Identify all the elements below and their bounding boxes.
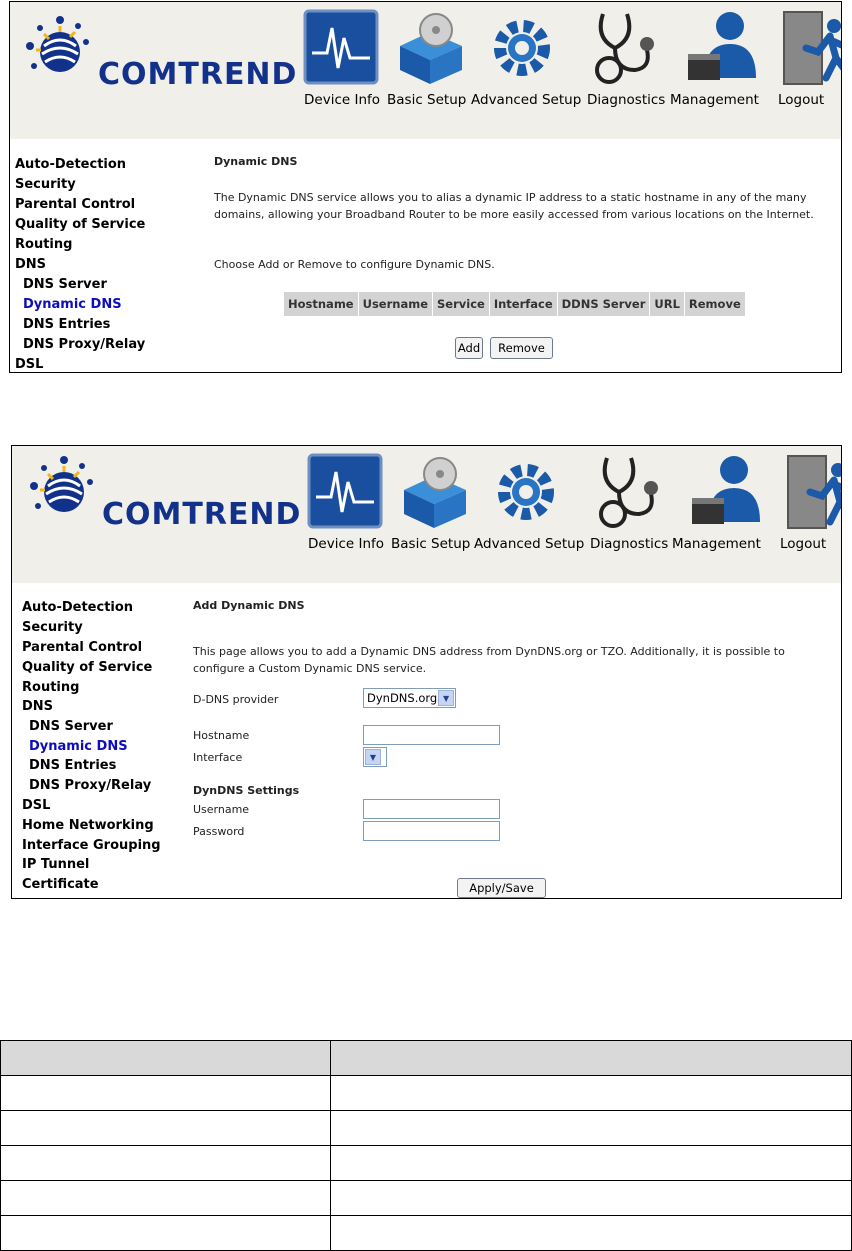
diagnostics-icon[interactable] — [589, 452, 667, 532]
logo-emblem-icon — [20, 12, 100, 87]
sidebar-item-certificate[interactable]: Certificate — [22, 877, 99, 892]
table-header-cell — [331, 1041, 852, 1076]
sidebar-item-auto-detection[interactable]: Auto-Detection — [15, 157, 127, 172]
col-username: Username — [358, 292, 432, 317]
sidebar-item-dsl[interactable]: DSL — [15, 357, 44, 372]
page-instruction: Choose Add or Remove to configure Dynamic DNS. — [214, 258, 495, 271]
nav-management[interactable]: Management — [672, 536, 761, 552]
interface-label: Interface — [193, 751, 243, 764]
main-content — [172, 583, 841, 898]
sidebar-menu — [12, 583, 172, 898]
table-cell — [331, 1216, 852, 1251]
basic-setup-icon[interactable] — [396, 452, 474, 532]
nav-device-info[interactable]: Device Info — [304, 92, 381, 108]
username-input[interactable] — [363, 799, 500, 819]
management-icon[interactable] — [688, 452, 766, 532]
brand-name: COMTREND — [102, 497, 302, 532]
table-header-cell — [1, 1041, 331, 1076]
device-info-icon[interactable] — [302, 8, 380, 88]
sidebar-item-dsl[interactable]: DSL — [22, 798, 51, 813]
col-url: URL — [650, 292, 685, 317]
hostname-label: Hostname — [193, 729, 250, 742]
col-remove: Remove — [684, 292, 745, 317]
table-cell — [331, 1146, 852, 1181]
password-label: Password — [193, 825, 245, 838]
table-cell — [1, 1181, 331, 1216]
apply-save-button[interactable]: Apply/Save — [457, 878, 546, 898]
nav-labels — [12, 536, 841, 558]
top-header — [10, 2, 841, 139]
provider-select[interactable] — [363, 688, 456, 708]
table-cell — [331, 1076, 852, 1111]
table-header-row — [284, 292, 746, 317]
table-cell — [1, 1076, 331, 1111]
table-header-row — [1, 1041, 852, 1076]
page-description: The Dynamic DNS service allows you to alias a dynamic IP address to a static hostname in any of the many domains, allowing your Broadband Router to be more easily accessed from various locations on the Internet. — [214, 191, 814, 221]
remove-button[interactable]: Remove — [490, 337, 553, 359]
col-service: Service — [433, 292, 490, 317]
comtrend-logo — [24, 452, 302, 532]
logo-emblem-icon — [24, 452, 104, 527]
provider-label: D-DNS provider — [193, 693, 279, 706]
table-row — [1, 1111, 852, 1146]
nav-basic-setup[interactable]: Basic Setup — [387, 92, 467, 108]
nav-advanced-setup[interactable]: Advanced Setup — [471, 92, 582, 108]
hostname-input[interactable] — [363, 725, 500, 745]
advanced-setup-icon[interactable] — [486, 8, 564, 88]
nav-management[interactable]: Management — [670, 92, 759, 108]
sidebar-item-dns-proxy-relay[interactable]: DNS Proxy/Relay — [23, 337, 146, 352]
chevron-down-icon: ▼ — [365, 749, 381, 765]
sidebar-item-quality-of-service[interactable]: Quality of Service — [22, 660, 153, 675]
password-input[interactable] — [363, 821, 500, 841]
table-cell — [331, 1111, 852, 1146]
sidebar-item-parental-control[interactable]: Parental Control — [15, 197, 136, 212]
sidebar-item-routing[interactable]: Routing — [15, 237, 73, 252]
management-icon[interactable] — [684, 8, 762, 88]
nav-diagnostics[interactable]: Diagnostics — [587, 92, 666, 108]
brand-name: COMTREND — [98, 57, 298, 92]
document-table — [0, 1040, 852, 1251]
add-button[interactable]: Add — [455, 337, 483, 359]
col-interface: Interface — [489, 292, 557, 317]
table-cell — [1, 1111, 331, 1146]
chevron-down-icon: ▼ — [438, 690, 454, 706]
logout-icon[interactable] — [778, 8, 842, 88]
screenshot-dynamic-dns — [9, 1, 842, 373]
interface-select[interactable] — [363, 747, 387, 767]
main-content — [165, 139, 841, 372]
dyndns-settings-title: DynDNS Settings — [193, 784, 300, 797]
sidebar-item-security[interactable]: Security — [22, 620, 83, 635]
nav-basic-setup[interactable]: Basic Setup — [391, 536, 471, 552]
screenshot-add-dynamic-dns — [11, 445, 842, 899]
table-cell — [1, 1146, 331, 1181]
nav-logout[interactable]: Logout — [780, 536, 827, 552]
table-cell — [331, 1181, 852, 1216]
nav-device-info[interactable]: Device Info — [308, 536, 385, 552]
col-ddns-server: DDNS Server — [557, 292, 650, 317]
diagnostics-icon[interactable] — [585, 8, 663, 88]
nav-advanced-setup[interactable]: Advanced Setup — [474, 536, 585, 552]
col-hostname: Hostname — [284, 292, 359, 317]
sidebar-item-parental-control[interactable]: Parental Control — [22, 640, 143, 655]
username-label: Username — [193, 803, 250, 816]
table-row — [1, 1181, 852, 1216]
nav-icon-bar — [304, 450, 841, 542]
provider-value: DynDNS.org — [367, 691, 438, 705]
nav-labels — [10, 92, 841, 114]
sidebar-item-dns-entries[interactable]: DNS Entries — [29, 758, 117, 773]
table-row — [1, 1216, 852, 1251]
nav-diagnostics[interactable]: Diagnostics — [590, 536, 669, 552]
page-title: Dynamic DNS — [214, 155, 298, 168]
sidebar-item-dynamic-dns[interactable]: Dynamic DNS — [29, 739, 128, 754]
sidebar-item-dns[interactable]: DNS — [15, 257, 47, 272]
sidebar-item-routing[interactable]: Routing — [22, 680, 80, 695]
table-row — [1, 1076, 852, 1111]
top-header — [12, 446, 841, 583]
device-info-icon[interactable] — [306, 452, 384, 532]
sidebar-item-dns-proxy-relay[interactable]: DNS Proxy/Relay — [29, 778, 152, 793]
sidebar-item-home-networking[interactable]: Home Networking — [22, 818, 154, 833]
basic-setup-icon[interactable] — [392, 8, 470, 88]
sidebar-item-dynamic-dns[interactable]: Dynamic DNS — [23, 297, 122, 312]
nav-icon-bar — [300, 6, 841, 98]
sidebar-item-dns-server[interactable]: DNS Server — [23, 277, 107, 292]
sidebar-item-ip-tunnel[interactable]: IP Tunnel — [22, 857, 90, 872]
page-description: This page allows you to add a Dynamic DNS address from DynDNS.org or TZO. Additionally, it is possible to configure a Custom Dynamic DNS service. — [193, 645, 785, 675]
sidebar-item-quality-of-service[interactable]: Quality of Service — [15, 217, 146, 232]
sidebar-item-auto-detection[interactable]: Auto-Detection — [22, 600, 134, 615]
sidebar-item-security[interactable]: Security — [15, 177, 76, 192]
sidebar-menu — [10, 139, 164, 372]
table-cell — [1, 1216, 331, 1251]
sidebar-item-dns[interactable]: DNS — [22, 699, 54, 714]
logout-icon[interactable] — [782, 452, 842, 532]
page-title: Add Dynamic DNS — [193, 599, 305, 612]
sidebar-item-dns-server[interactable]: DNS Server — [29, 719, 113, 734]
comtrend-logo — [20, 12, 298, 92]
sidebar-item-interface-grouping[interactable]: Interface Grouping — [22, 838, 161, 853]
dynamic-dns-table — [283, 291, 746, 317]
sidebar-item-dns-entries[interactable]: DNS Entries — [23, 317, 111, 332]
advanced-setup-icon[interactable] — [490, 452, 568, 532]
table-row — [1, 1146, 852, 1181]
nav-logout[interactable]: Logout — [778, 92, 825, 108]
